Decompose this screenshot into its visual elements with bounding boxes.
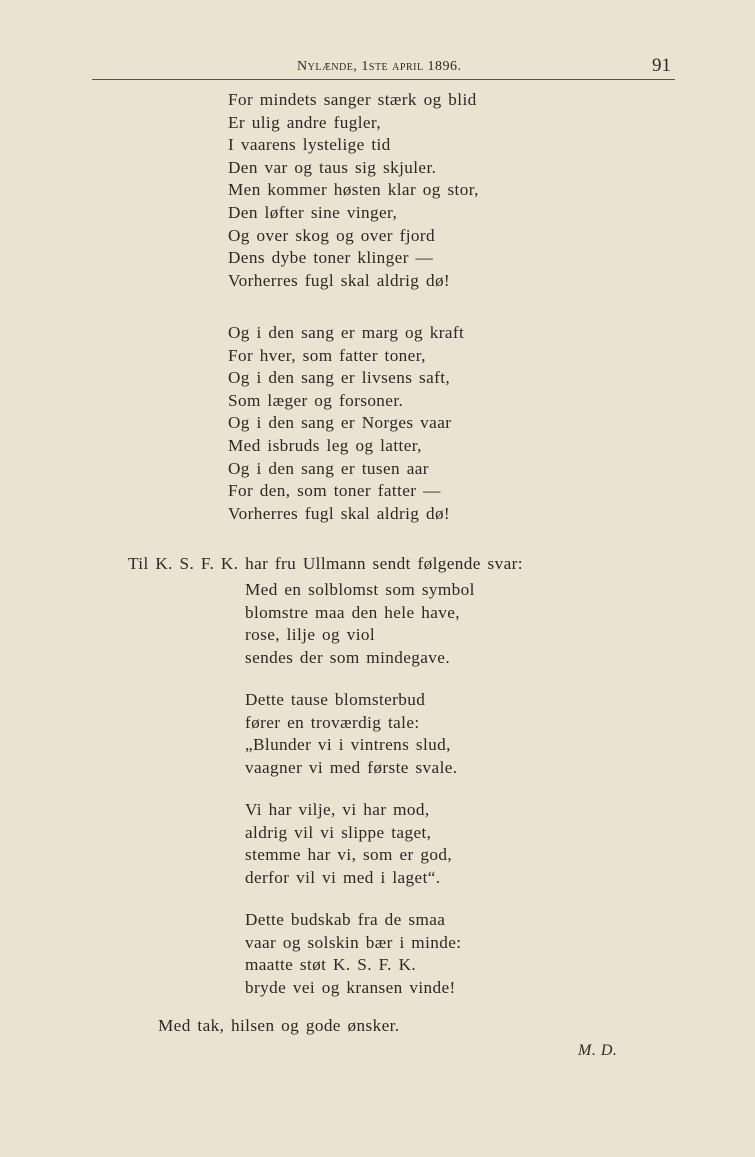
verse-line: Med isbruds leg og latter,: [228, 435, 422, 455]
closing-line: Med tak, hilsen og gode ønsker.: [158, 1016, 400, 1035]
verse-line: sendes der som mindegave.: [245, 647, 451, 667]
verse-line: Dette budskab fra de smaa: [245, 910, 446, 929]
verse-line: Som læger og forsoner.: [228, 390, 404, 410]
verse-line: bryde vei og kransen vinde!: [245, 977, 456, 997]
verse-line: Og i den sang er Norges vaar: [228, 413, 452, 433]
page-header: [92, 55, 675, 80]
verse-line: Dens dybe toner klinger —: [228, 248, 434, 268]
verse-line: derfor vil vi med i laget“.: [245, 867, 441, 887]
verse-line: Og over skog og over fjord: [228, 225, 436, 245]
verse-line: maatte støt K. S. F. K.: [245, 955, 417, 975]
verse-line: fører en troværdig tale:: [245, 712, 420, 732]
signature: M. D.: [578, 1042, 618, 1059]
verse-line: Men kommer høsten klar og stor,: [228, 180, 479, 200]
page-number: 91: [652, 55, 671, 76]
verse-line: Dette tause blomsterbud: [245, 690, 426, 709]
poem2-stanza4: [245, 909, 461, 999]
poem2-stanza1: [245, 579, 475, 669]
verse-line: Og i den sang er marg og kraft: [228, 323, 465, 342]
verse-line: Vi har vilje, vi har mod,: [245, 800, 430, 819]
verse-line: For hver, som fatter toner,: [228, 345, 426, 365]
verse-line: vaagner vi med første svale.: [245, 757, 458, 777]
verse-line: Den var og taus sig skjuler.: [228, 157, 437, 177]
verse-line: Den løfter sine vinger,: [228, 202, 398, 222]
verse-line: I vaarens lystelige tid: [228, 135, 391, 155]
verse-line: Og i den sang er tusen aar: [228, 458, 429, 478]
verse-line: Og i den sang er livsens saft,: [228, 368, 451, 388]
poem1-stanza1: [228, 89, 479, 292]
intro-line: Til K. S. F. K. har fru Ullmann sendt følgende svar:: [128, 554, 523, 573]
verse-line: blomstre maa den hele have,: [245, 602, 460, 622]
verse-line: For den, som toner fatter —: [228, 481, 441, 501]
verse-line: „Blunder vi i vintrens slud,: [245, 735, 451, 755]
verse-line: vaar og solskin bær i minde:: [245, 932, 462, 952]
running-title: Nylænde, 1ste april 1896.: [297, 59, 462, 74]
verse-line: aldrig vil vi slippe taget,: [245, 822, 432, 842]
verse-line: stemme har vi, som er god,: [245, 845, 453, 865]
poem2-stanza3: [245, 799, 452, 889]
verse-line: Er ulig andre fugler,: [228, 112, 382, 132]
verse-line: Med en solblomst som symbol: [245, 580, 475, 599]
verse-line: rose, lilje og viol: [245, 625, 376, 645]
verse-line: For mindets sanger stærk og blid: [228, 90, 477, 109]
verse-line: Vorherres fugl skal aldrig dø!: [228, 270, 451, 290]
poem2-stanza2: [245, 689, 457, 779]
poem1-stanza2: [228, 322, 464, 525]
verse-line: Vorherres fugl skal aldrig dø!: [228, 503, 451, 523]
